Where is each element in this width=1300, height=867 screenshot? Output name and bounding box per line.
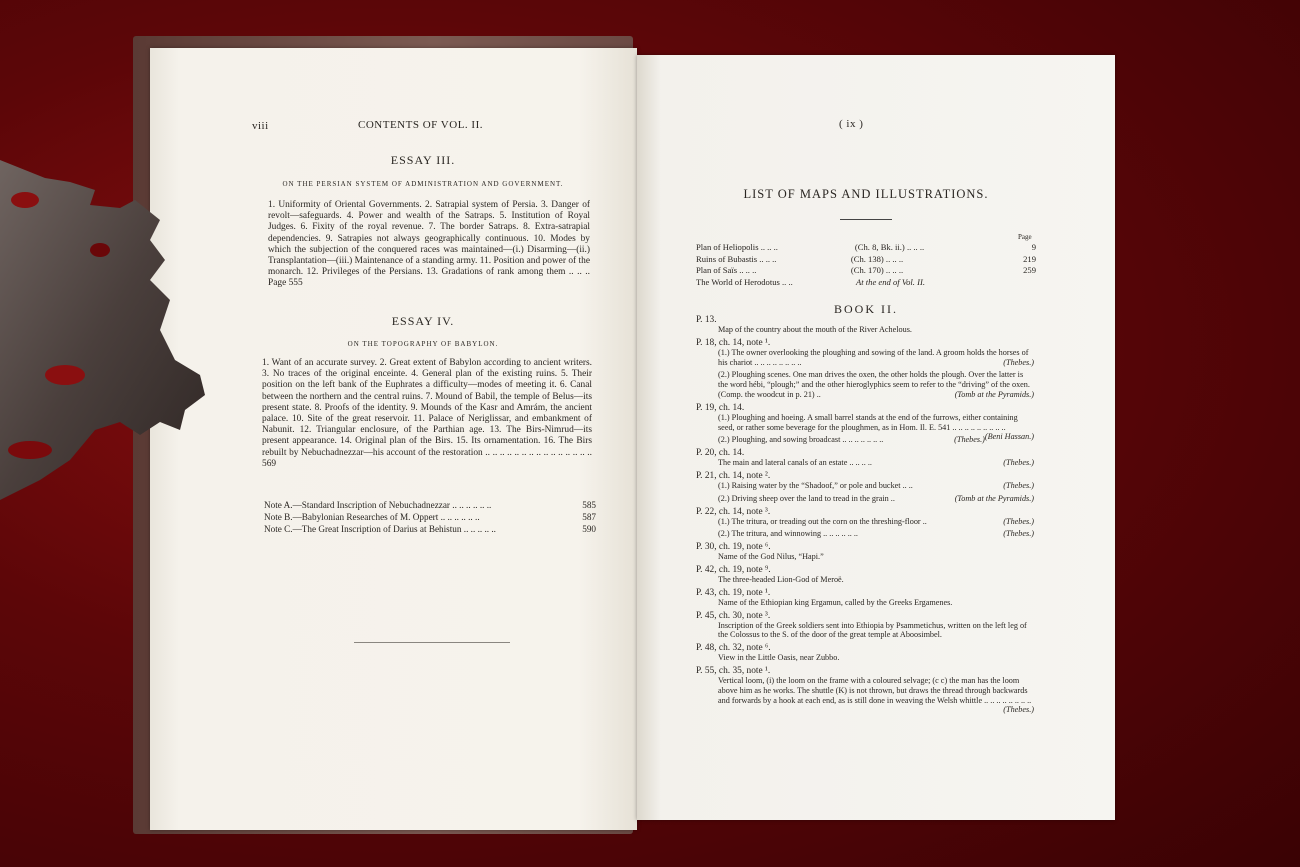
map-page (1034, 277, 1036, 289)
entry-ref: P. 13. (696, 315, 717, 325)
entry (696, 507, 1034, 540)
entry-ref: P. 22, ch. 14, note ³. (696, 506, 771, 517)
entry-ref: P. 55, ch. 35, note ¹. (696, 665, 771, 676)
map-row (696, 277, 1036, 289)
note-page: 590 (582, 524, 596, 534)
map-name: Plan of Saïs .. .. .. (696, 265, 757, 276)
essay-iii-contents: 1. Uniformity of Oriental Governments. 2. Satrapial system of Persia. 3. Danger of revolt—safeguards. 4. Power and wealth of the Satraps. 5. Institution of Royal Judges. 6. Fixity of the royal revenue. 7. The border Satraps. 8. Extra-satrapial dependencies. 9. Satrapies not always geographically continuous. 10. Modes by which the subjection of the conquered races was maintained—(i.) Disarming—(ii.) Transplantation—(iii.) Maintenance of a standing army. 11. Position and power of the monarch. 12. Privileges of the Persians. 13. Gradations of rank among them .. .. .. Page 555 (268, 200, 590, 289)
map-ref: (Ch. 8, Bk. ii.) .. .. .. (854, 242, 925, 252)
entry-line: The three-headed Lion-God of Meroë. (718, 574, 844, 584)
note-label: Note C.—The Great Inscription of Darius at Behistun .. .. .. .. .. (264, 524, 496, 534)
entry (696, 611, 1034, 641)
map-row (696, 242, 1036, 254)
entry (696, 643, 1034, 663)
map-row (696, 265, 1036, 277)
entry-line: Name of the Ethiopian king Ergamun, called by the Greeks Ergamenes. (718, 597, 953, 607)
note-label: Note A.—Standard Inscription of Nebuchadnezzar .. .. .. .. .. .. (264, 500, 492, 510)
entry-line: (2.) Driving sheep over the land to tread in the grain .. (Tomb at the Pyramids.) (718, 493, 1034, 503)
note-page: 587 (582, 512, 596, 522)
map-ref: At the end of Vol. II. (856, 276, 925, 287)
entry-ref: P. 21, ch. 14, note ². (696, 470, 771, 481)
essay-iv-contents: 1. Want of an accurate survey. 2. Great extent of Babylon according to ancient writers. 3. No traces of the original enceinte. 4. General plan of the existing ruins. 5. Their position on the left bank of the Euphrates a difficulty—modes of meeting it. 6. Canal between the northern and the central ruins. 7. Mound of Babil, the temple of Belus—its present state. 8. Proofs of the identity. 9. Mounds of the Kasr and Amrám, the ancient palace. 10. Site of the great reservoir. 11. Palace of Neriglissar, and embankment of Nabunit. 12. Triangular enclosure, of the Parthian age. 13. The Birs-Nimrud—its present appearance. 14. Original plan of the Birs. 15. Its ornamentation. 16. The Birs rebuilt by Nebuchadnezzar—his account of the restoration .. .. .. .. .. .. .. .. .. .. .. .. .. .. .. 569 (262, 358, 592, 469)
entry-line: Name of the God Nilus, “Hapi.” (718, 552, 824, 562)
note-label: Note B.—Babylonian Researches of M. Oppert .. .. .. .. .. .. (264, 512, 480, 522)
map-page: 219 (1023, 253, 1036, 264)
entry-ref: P. 19, ch. 14. (696, 402, 745, 413)
entry-line: (2.) Ploughing, and sowing broadcast .. .. .. .. .. .. .. (Thebes.) (718, 435, 985, 445)
maps-list (696, 242, 1036, 288)
left-page-number: viii (252, 120, 269, 132)
entry (696, 588, 1034, 608)
list-title: LIST OF MAPS AND ILLUSTRATIONS. (743, 187, 989, 201)
entry (696, 338, 1034, 400)
essay-iii-title: ESSAY III. (390, 153, 456, 167)
notes-list (264, 500, 596, 534)
entry (696, 565, 1034, 585)
map-ref: (Ch. 170) .. .. .. (850, 265, 904, 276)
illustration-entries (696, 314, 1034, 715)
right-page-number: ( ix ) (839, 118, 864, 130)
title-ornament-rule (840, 219, 892, 220)
entry (696, 315, 1034, 335)
entry-line: (1.) The tritura, or treading out the corn on the threshing-floor .. (Thebes.) (718, 516, 1034, 526)
note-row (264, 512, 596, 522)
entry-ref: P. 45, ch. 30, note ³. (696, 610, 771, 621)
entry-line: (1.) The owner overlooking the ploughing and sowing of the land. A groom holds the horses of his chariot .. .. .. .. .. .. .. .. (Thebes.) (718, 347, 1034, 367)
entry (696, 665, 1034, 715)
entry-ref: P. 20, ch. 14. (696, 448, 745, 459)
map-name: Ruins of Bubastis .. .. .. (696, 253, 777, 264)
essay-iii-subtitle: ON THE PERSIAN SYSTEM OF ADMINISTRATION AND GOVERNMENT. (282, 180, 564, 188)
map-row (696, 254, 1036, 266)
entry-line: (1.) Ploughing and hoeing. A small barrel stands at the end of the furrows, either containing seed, or rather some beverage for the ploughmen, as in Hom. Il. E. 541 .. .. .. .. .. .. .. .. .. (Beni Hassan.) (718, 412, 1034, 442)
note-row (264, 524, 596, 534)
entry-line: (1.) Raising water by the “Shadoof,” or pole and bucket .. .. (Thebes.) (718, 480, 1034, 490)
entry-ref: P. 48, ch. 32, note ⁶. (696, 643, 771, 654)
entry-ref: P. 30, ch. 19, note ⁶. (696, 542, 771, 553)
book-title: BOOK II. (834, 302, 898, 316)
note-page: 585 (582, 500, 596, 510)
essay-iv-title: ESSAY IV. (391, 314, 455, 328)
map-name: Plan of Heliopolis .. .. .. (696, 242, 778, 252)
map-ref: (Ch. 138) .. .. .. (850, 253, 904, 264)
entry-ref: P. 43, ch. 19, note ¹. (696, 587, 771, 598)
entry (696, 403, 1034, 445)
entry-line: Vertical loom, (i) the loom on the frame with a coloured selvage; (c c) the man has the loom above him as he works. The shuttle (K) is not thrown, but draws the thread through backwards and forwards by a hook at each end, as is still done in weaving the Welsh whittle .. .. .. .. .. .. .. .. (Thebes.) (718, 675, 1034, 715)
left-running-head: CONTENTS OF VOL. II. (358, 119, 483, 131)
note-row (264, 500, 596, 510)
entry (696, 448, 1034, 468)
entry-line: Map of the country about the mouth of the River Achelous. (718, 325, 912, 334)
map-page: 9 (1031, 242, 1036, 252)
entry-ref: P. 42, ch. 19, note ⁹. (696, 564, 771, 575)
bookmark-ornament (0, 160, 210, 500)
entry-ref: P. 18, ch. 14, note ¹. (696, 337, 771, 348)
entry-line: View in the Little Oasis, near Zubbo. (718, 653, 840, 663)
entry (696, 542, 1034, 562)
map-name: The World of Herodotus .. .. (696, 276, 793, 287)
entry (696, 471, 1034, 504)
page-column-label: Page (1018, 233, 1032, 241)
end-rule (354, 642, 510, 643)
essay-iv-subtitle: ON THE TOPOGRAPHY OF BABYLON. (347, 340, 499, 348)
entry-line: (2.) The tritura, and winnowing .. .. .. .. .. .. (Thebes.) (718, 529, 1034, 539)
entry-line: Inscription of the Greek soldiers sent into Ethiopia by Psammetichus, written on the left leg of the Colossus to the S. of the door of the great temple at Aboosimbel. (718, 620, 1027, 640)
map-page: 259 (1023, 265, 1036, 276)
entry-line: The main and lateral canals of an estate .. .. .. .. (Thebes.) (718, 458, 1034, 468)
entry-line: (2.) Ploughing scenes. One man drives the oxen, the other holds the plough. Over the latter is the word hébi, “plough;” and the other hieroglyphics seem to refer to the “driving” of the oxen. (Comp. the woodcut in p. 21) .. (Tomb at the Pyramids.) (718, 370, 1034, 399)
